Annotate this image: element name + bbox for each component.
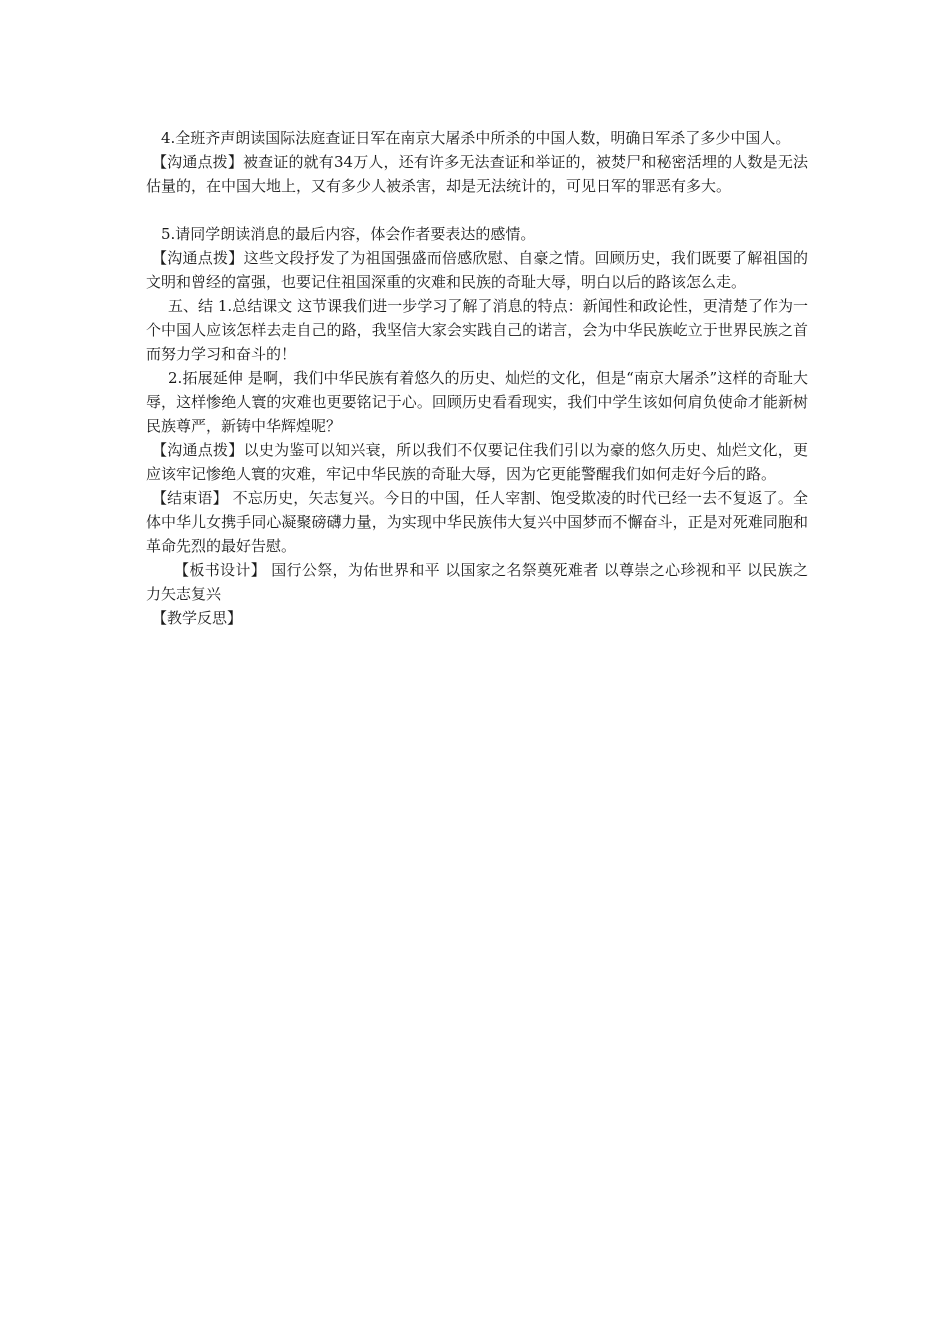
- guidance-note-3: 【沟通点拨】以史为鉴可以知兴衰，所以我们不仅要记住我们引以为豪的悠久历史、灿烂文化，更应该牢记惨绝人寰的灾难，牢记中华民族的奇耻大辱，因为它更能警醒我们如何走好今后的路。: [146, 441, 808, 483]
- document-body: [146, 126, 808, 630]
- board-design: 【板书设计】 国行公祭，为佑世界和平 以国家之名祭奠死难者 以尊崇之心珍视和平 以民族之力矢志复兴: [146, 561, 808, 603]
- closing-remarks: 【结束语】 不忘历史，矢志复兴。今日的中国，任人宰割、饱受欺凌的时代已经一去不复返了。全体中华儿女携手同心凝聚磅礴力量，为实现中华民族伟大复兴中国梦而不懈奋斗，正是对死难同胞和革命先烈的最好告慰。: [146, 489, 808, 555]
- question-4: 4.全班齐声朗读国际法庭查证日军在南京大屠杀中所杀的中国人数，明确日军杀了多少中国人。: [161, 129, 791, 147]
- summary-section: 五、结 1.总结课文 这节课我们进一步学习了解了消息的特点：新闻性和政论性，更清楚了作为一个中国人应该怎样去走自己的路，我坚信大家会实践自己的诺言，会为中华民族屹立于世界民族之首而努力学习和奋斗的！: [146, 297, 808, 363]
- blank-line: [146, 198, 808, 222]
- guidance-note-1: 【沟通点拨】被查证的就有34万人，还有许多无法查证和举证的，被焚尸和秘密活埋的人数是无法估量的，在中国大地上，又有多少人被杀害，却是无法统计的，可见日军的罪恶有多大。: [146, 153, 808, 195]
- guidance-note-2: 【沟通点拨】这些文段抒发了为祖国强盛而倍感欣慰、自豪之情。回顾历史，我们既要了解祖国的文明和曾经的富强，也要记住祖国深重的灾难和民族的奇耻大辱，明白以后的路该怎么走。: [146, 249, 808, 291]
- extension-section: 2.拓展延伸 是啊，我们中华民族有着悠久的历史、灿烂的文化，但是“南京大屠杀”这样的奇耻大辱，这样惨绝人寰的灾难也更要铭记于心。回顾历史看看现实，我们中学生该如何肩负使命才能新树民族尊严，新铸中华辉煌呢？: [146, 369, 808, 435]
- question-5: 5.请同学朗读消息的最后内容，体会作者要表达的感情。: [161, 225, 536, 243]
- teaching-reflection: 【教学反思】: [152, 609, 243, 627]
